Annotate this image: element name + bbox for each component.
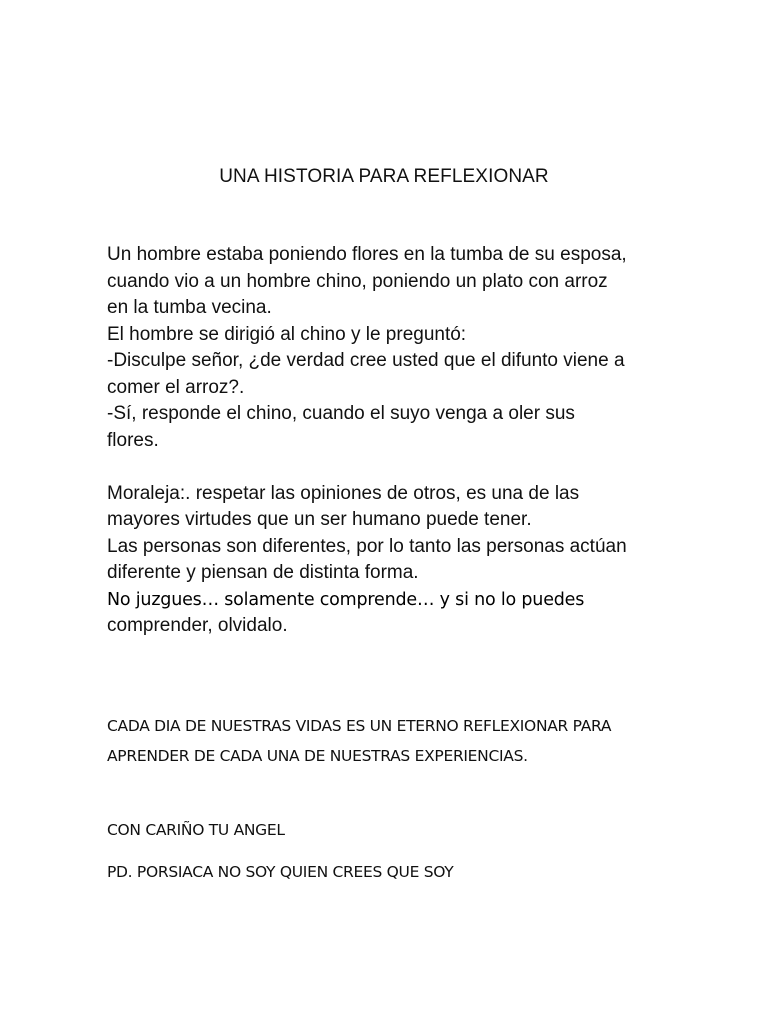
document-title: UNA HISTORIA PARA REFLEXIONAR xyxy=(219,166,549,187)
story-body xyxy=(107,242,727,640)
moral-line: Las personas son diferentes, por lo tanto las personas actúan xyxy=(107,535,627,557)
story-line: comer el arroz?. xyxy=(107,376,245,398)
paragraph-gap xyxy=(107,454,727,481)
advice-line: No juzgues… solamente comprende… y si no lo puedes xyxy=(107,589,585,610)
story-line: -Sí, responde el chino, cuando el suyo venga a oler sus xyxy=(107,403,575,424)
story-line: cuando vio a un hombre chino, poniendo un plato con arroz xyxy=(107,270,608,292)
moral-line: Moraleja:. respetar las opiniones de otros, es una de las xyxy=(107,482,580,504)
moral-line: diferente y piensan de distinta forma. xyxy=(107,562,419,583)
reflection-paragraph xyxy=(107,711,727,771)
reflection-line: APRENDER DE CADA UNA DE NUESTRAS EXPERIENCIAS. xyxy=(107,747,528,765)
story-line: Un hombre estaba poniendo flores en la tumba de su esposa, xyxy=(107,244,627,265)
advice-line-end: comprender, olvidalo. xyxy=(107,615,288,636)
story-line: en la tumba vecina. xyxy=(107,297,272,318)
reflection-line: CADA DIA DE NUESTRAS VIDAS ES UN ETERNO REFLEXIONAR PARA xyxy=(107,717,612,735)
signature-line: CON CARIÑO TU ANGEL xyxy=(107,821,285,839)
moral-line: mayores virtudes que un ser humano puede tener. xyxy=(107,509,532,530)
story-line: -Disculpe señor, ¿de verdad cree usted que el difunto viene a xyxy=(107,350,625,371)
story-line: El hombre se dirigió al chino y le preguntó: xyxy=(107,323,467,345)
postscript-line: PD. PORSIACA NO SOY QUIEN CREES QUE SOY xyxy=(107,863,454,881)
story-line: flores. xyxy=(107,429,159,451)
